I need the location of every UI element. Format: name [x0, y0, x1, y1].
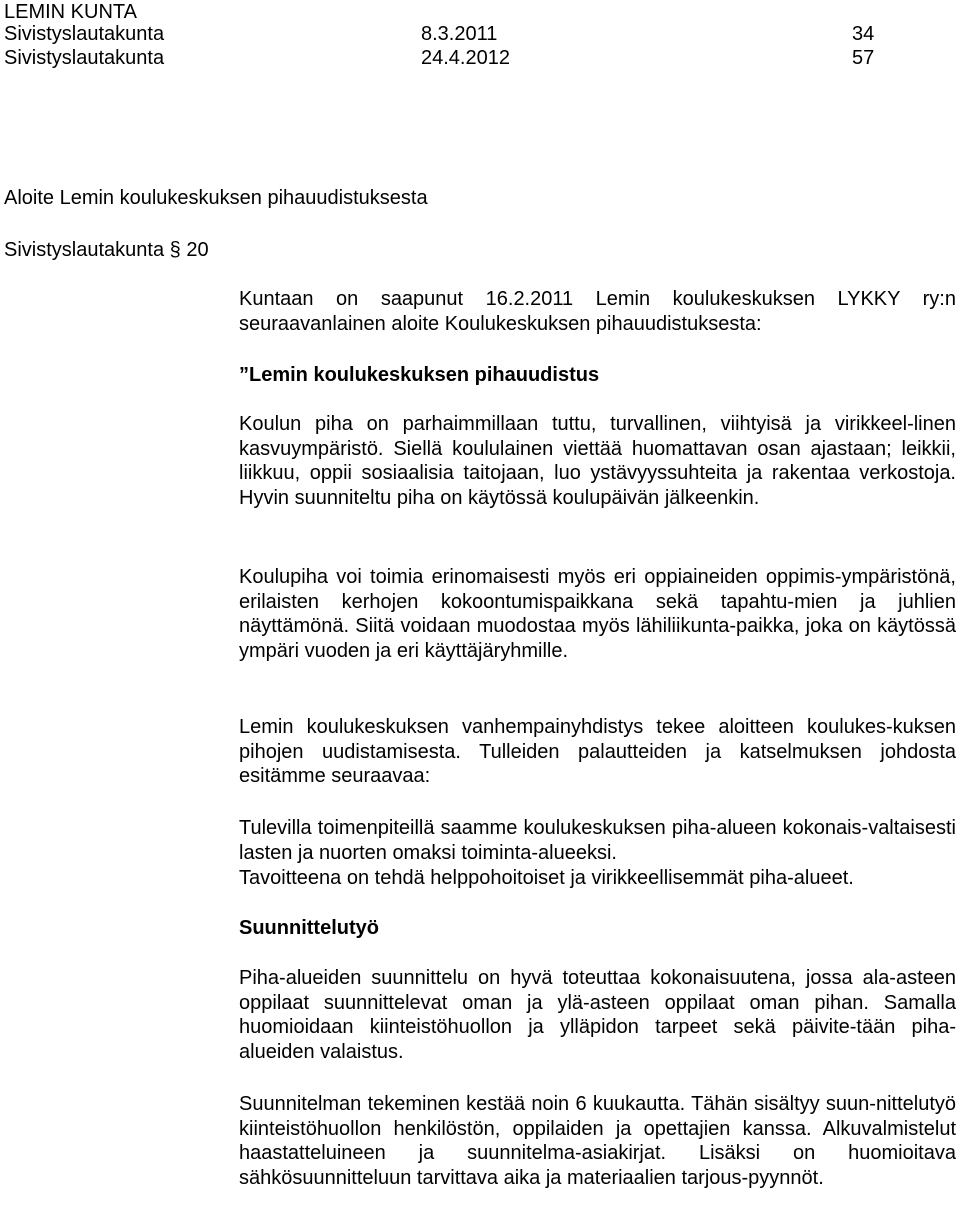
meeting-date: 8.3.2011 — [421, 23, 498, 45]
body-paragraph: Lemin koulukeskuksen vanhempainyhdistys tekee aloitteen koulukes-kuksen pihojen uudistamisesta. Tulleiden palautteiden ja katselmuksen johdosta esitämme seuraavaa: — [239, 716, 956, 788]
section-heading: Suunnittelutyö — [239, 917, 379, 939]
body-paragraph: Suunnitelman tekeminen kestää noin 6 kuukautta. Tähän sisältyy suun-nittelutyö kiinteistöhuollon henkilöstön, oppilaiden ja opettajien kanssa. Alkuvalmistelut haastatteluineen ja suunnitelma-asiakirjat. Lisäksi on huomioitava sähkösuunnitteluun tarvittava aika ja materiaalien tarjous-pyynnöt. — [239, 1093, 956, 1190]
committee-name: Sivistyslautakunta — [4, 23, 165, 45]
page-number: 57 — [852, 47, 875, 69]
body-paragraph: Tulevilla toimenpiteillä saamme koulukeskuksen piha-alueen kokonais-valtaisesti lasten ja nuorten omaksi toiminta-alueeksi. — [239, 817, 956, 864]
intro-paragraph: Kuntaan on saapunut 16.2.2011 Lemin koulukeskuksen LYKKY ry:n seuraavanlainen aloite Koulukeskuksen pihauudistuksesta: — [239, 288, 956, 335]
body-paragraph: Piha-alueiden suunnittelu on hyvä toteuttaa kokonaisuutena, jossa ala-asteen oppilaat suunnittelevat oman ja ylä-asteen oppilaat oman pihan. Samalla huomioidaan kiinteistöhuollon ja ylläpidon tarpeet sekä päivite-tään piha-alueiden valaistus. — [239, 967, 956, 1064]
org-name: LEMIN KUNTA — [4, 1, 137, 23]
page-number: 34 — [852, 23, 875, 45]
header-row — [4, 46, 904, 70]
quoted-heading: ”Lemin koulukeskuksen pihauudistus — [239, 364, 600, 386]
meeting-date: 24.4.2012 — [421, 47, 510, 69]
committee-name: Sivistyslautakunta — [4, 47, 165, 69]
document-title: Aloite Lemin koulukeskuksen pihauudistuksesta — [4, 187, 428, 209]
header-row — [4, 22, 904, 46]
section-reference: Sivistyslautakunta § 20 — [4, 239, 209, 261]
body-paragraph: Koulun piha on parhaimmillaan tuttu, turvallinen, viihtyisä ja virikkeel-linen kasvuympäristö. Siellä koululainen viettää huomattavan osan ajastaan; leikkii, liikkuu, oppii sosiaalisia taitojaan, luo ystävyyssuhteita ja rakentaa verkostoja. Hyvin suunniteltu piha on käytössä koulupäivän jälkeenkin. — [239, 413, 956, 510]
body-paragraph: Tavoitteena on tehdä helppohoitoiset ja virikkeellisemmät piha-alueet. — [239, 867, 854, 889]
body-paragraph: Koulupiha voi toimia erinomaisesti myös eri oppiaineiden oppimis-ympäristönä, erilaisten kerhojen kokoontumispaikkana sekä tapahtu-mien ja juhlien näyttämönä. Siitä voidaan muodostaa myös lähiliikunta-paikka, joka on käytössä ympäri vuoden ja eri käyttäjäryhmille. — [239, 566, 956, 663]
